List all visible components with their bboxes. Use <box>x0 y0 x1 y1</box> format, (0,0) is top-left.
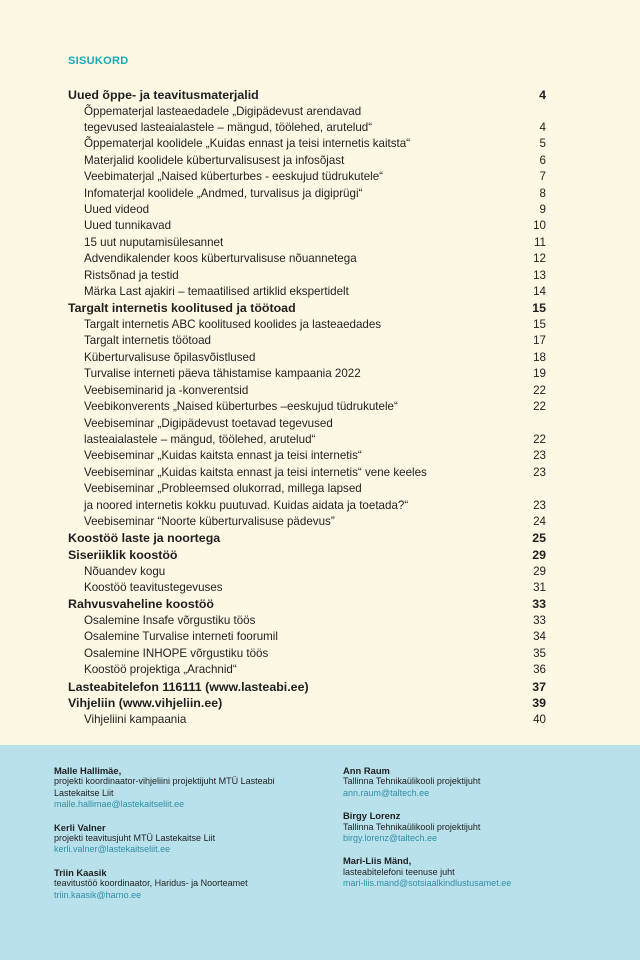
toc-entry-title: Veebiseminarid ja -konverentsid <box>84 383 249 397</box>
toc-entry-title: Lasteabitelefon 116111 (www.lasteabi.ee) <box>68 679 309 694</box>
contact-card <box>54 822 314 856</box>
contact-name: Triin Kaasik <box>54 866 107 878</box>
toc-page-number: 19 <box>533 367 546 381</box>
contact-email[interactable]: kerli.valner@lastekaitseliit.ee <box>54 844 171 855</box>
toc-page-number: 6 <box>539 153 546 167</box>
contact-name: Mari-Liis Mänd, <box>343 855 412 867</box>
toc-page-number: 4 <box>539 121 546 134</box>
toc-entry[interactable] <box>68 104 546 120</box>
toc-page-number: 37 <box>532 679 546 694</box>
toc-page-number: 29 <box>532 547 546 562</box>
toc-entry-title: Infomaterjal koolidele „Andmed, turvalisus ja digiprügi“ <box>84 186 363 200</box>
toc-page-number: 36 <box>533 663 546 677</box>
contact-name: Birgy Lorenz <box>343 810 401 822</box>
contact-email[interactable]: malle.hallimae@lastekaitseliit.ee <box>54 799 185 810</box>
contact-role: teavitustöö koordinaator, Haridus- ja Noorteamet <box>54 878 248 889</box>
contact-role: projekti teavitusjuht MTÜ Lastekaitse Liit <box>54 833 216 844</box>
toc-entry-title: Veebiseminar „Probleemsed olukorrad, millega lapsed <box>84 482 362 496</box>
toc-entry[interactable] <box>68 251 546 267</box>
toc-entry[interactable] <box>68 481 546 497</box>
toc-page-number: 40 <box>533 712 546 726</box>
contact-email[interactable]: mari-liis.mand@sotsiaalkindlustusamet.ee <box>343 878 512 889</box>
toc-entry-title: tegevused lasteaialastele – mängud, töölehed, arutelud“ <box>84 121 373 134</box>
toc-entry-title: Rahvusvaheline koostöö <box>68 597 214 612</box>
toc-page-number: 22 <box>533 432 546 446</box>
toc-entry-title: Osalemine Turvalise interneti foorumil <box>84 630 278 644</box>
toc-entry-title: Advendikalender koos küberturvalisuse nõuannetega <box>84 252 357 266</box>
toc-entry-title: Targalt internetis ABC koolitused koolides ja lasteaedades <box>84 318 382 332</box>
toc-page-number: 7 <box>539 170 546 184</box>
toc-entry-title: Veebimaterjal „Naised küberturbes - eeskujud tüdrukutele“ <box>84 170 384 184</box>
toc-entry[interactable] <box>68 514 546 530</box>
toc-entry-title: Uued tunnikavad <box>84 219 172 233</box>
toc-page-number: 10 <box>533 219 546 233</box>
toc-section[interactable] <box>68 596 546 613</box>
toc-page-number: 23 <box>533 498 546 512</box>
toc-entry-title: Uued videod <box>84 203 150 217</box>
toc-heading: SISUKORD <box>68 55 129 67</box>
contact-card <box>343 765 603 799</box>
toc-entry-title: Koostöö projektiga „Arachnid“ <box>84 663 237 677</box>
toc-page-number: 13 <box>533 268 546 282</box>
toc-entry-title: Vihjeliin (www.vihjeliin.ee) <box>68 696 223 711</box>
toc-entry[interactable] <box>68 465 546 481</box>
toc-entry[interactable] <box>68 416 546 432</box>
toc-entry-title: Vihjeliini kampaania <box>84 712 187 726</box>
toc-page-number: 8 <box>539 186 546 200</box>
toc-entry[interactable] <box>68 136 546 152</box>
toc-entry[interactable] <box>68 202 546 218</box>
contact-email[interactable]: ann.raum@taltech.ee <box>343 787 430 798</box>
contact-role: Tallinna Tehnikaülikooli projektijuht <box>343 821 481 832</box>
toc-entry-title: Osalemine Insafe võrgustiku töös <box>84 613 256 627</box>
toc-entry[interactable] <box>68 399 546 415</box>
toc-entry[interactable] <box>68 153 546 169</box>
contact-card <box>54 867 314 901</box>
toc-entry-title: Veebiseminar „Kuidas kaitsta ennast ja teisi internetis“ vene keeles <box>84 465 427 479</box>
toc-entry-title: Nõuandev kogu <box>84 564 166 578</box>
toc-page-number: 24 <box>533 514 546 528</box>
toc-entry[interactable] <box>68 317 546 333</box>
contact-card <box>343 855 603 889</box>
toc-entry[interactable] <box>68 284 546 300</box>
toc-page-number: 17 <box>533 334 546 348</box>
toc-page-number: 11 <box>533 235 546 249</box>
contact-role: lasteabitelefoni teenuse juht <box>343 866 455 877</box>
toc-page-number: 23 <box>533 465 546 479</box>
toc-page-number: 15 <box>532 301 546 316</box>
toc-entry-title: Osalemine INHOPE võrgustiku töös <box>84 646 269 660</box>
toc-entry[interactable] <box>68 629 546 645</box>
toc-entry[interactable] <box>68 432 546 448</box>
toc-page-number: 31 <box>533 580 546 594</box>
toc-section[interactable] <box>68 87 546 104</box>
toc-page-number: 34 <box>533 630 546 644</box>
contact-email[interactable]: triin.kaasik@harno.ee <box>54 889 142 900</box>
toc-entry-title: 15 uut nuputamisülesannet <box>84 235 224 249</box>
toc-entry[interactable] <box>68 498 546 514</box>
toc-entry[interactable] <box>68 366 546 382</box>
toc-entry[interactable] <box>68 120 546 136</box>
toc-entry[interactable] <box>68 580 546 596</box>
toc-page-number: 35 <box>533 646 546 660</box>
toc-section[interactable] <box>68 695 546 712</box>
toc-entry-title: Veebiseminar „Digipädevust toetavad tegevused <box>84 416 333 430</box>
toc-entry[interactable] <box>68 383 546 399</box>
toc-page-number: 12 <box>533 252 546 266</box>
toc-page-number: 4 <box>539 88 546 102</box>
toc-entry-title: Koostöö teavitustegevuses <box>84 580 223 594</box>
toc-entry-title: Veebiseminar “Noorte küberturvalisuse pädevus” <box>84 514 335 528</box>
contact-name: Malle Hallimäe, <box>54 765 122 776</box>
toc-entry-title: Küberturvalisuse õpilasvõistlused <box>84 350 256 364</box>
toc-page-number: 22 <box>533 400 546 414</box>
toc-page-number: 39 <box>532 696 546 711</box>
contact-name: Ann Raum <box>343 765 390 776</box>
contact-role: projekti koordinaator-vihjeliini projektijuht MTÜ Lasteabi Lastekaitse Liit <box>54 776 275 798</box>
toc-section[interactable] <box>68 300 546 317</box>
toc-entry-title: Ristsõnad ja testid <box>84 268 179 282</box>
toc-page-number: 14 <box>533 285 546 299</box>
toc-page-number: 18 <box>533 350 546 364</box>
toc-entry-title: Veebikonverents „Naised küberturbes –eeskujud tüdrukutele“ <box>84 400 398 414</box>
table-of-contents <box>68 87 546 728</box>
toc-entry-title: Targalt internetis koolitused ja töötoad <box>68 301 296 316</box>
toc-entry-title: Targalt internetis töötoad <box>84 334 211 348</box>
contact-card <box>343 810 603 844</box>
contact-email[interactable]: birgy.lorenz@taltech.ee <box>343 833 438 844</box>
toc-entry-title: Materjalid koolidele küberturvalisusest ja infosõjast <box>84 153 345 167</box>
toc-section[interactable] <box>68 679 546 696</box>
toc-entry[interactable] <box>68 169 546 185</box>
toc-entry-title: Turvalise interneti päeva tähistamise kampaania 2022 <box>84 367 361 381</box>
toc-entry[interactable] <box>68 333 546 349</box>
toc-section[interactable] <box>68 547 546 564</box>
toc-entry-title: Uued õppe- ja teavitusmaterjalid <box>68 88 259 102</box>
toc-entry[interactable] <box>68 268 546 284</box>
toc-page-number: 23 <box>533 449 546 463</box>
toc-entry-title: Õppematerjal koolidele „Kuidas ennast ja teisi internetis kaitsta“ <box>84 137 411 151</box>
toc-entry[interactable] <box>68 662 546 678</box>
toc-entry-title: Märka Last ajakiri – temaatilised artiklid ekspertidelt <box>84 285 349 299</box>
toc-entry-title: ja noored internetis kokku puutuvad. Kuidas aidata ja toetada?“ <box>84 498 409 512</box>
toc-page-number: 29 <box>533 564 546 578</box>
toc-entry[interactable] <box>68 218 546 234</box>
toc-entry[interactable] <box>68 564 546 580</box>
toc-entry[interactable] <box>68 448 546 464</box>
toc-entry[interactable] <box>68 235 546 251</box>
toc-entry[interactable] <box>68 350 546 366</box>
toc-entry-title: Õppematerjal lasteaedadele „Digipädevust arendavad <box>84 104 362 118</box>
toc-page-number: 22 <box>533 383 546 397</box>
toc-entry-title: Veebiseminar „Kuidas kaitsta ennast ja teisi internetis“ <box>84 449 362 463</box>
toc-page-number: 33 <box>533 613 546 627</box>
contacts-footer <box>0 745 640 960</box>
toc-section[interactable] <box>68 530 546 547</box>
toc-entry-title: lasteaialastele – mängud, töölehed, arutelud“ <box>84 432 316 446</box>
contact-name: Kerli Valner <box>54 821 106 833</box>
toc-entry-title: Koostöö laste ja noortega <box>68 531 221 546</box>
toc-page-number: 25 <box>532 531 546 546</box>
contact-card <box>54 765 314 811</box>
toc-entry[interactable] <box>68 613 546 629</box>
toc-page-number: 33 <box>532 597 546 612</box>
contact-role: Tallinna Tehnikaülikooli projektijuht <box>343 776 481 787</box>
contacts-left-column <box>54 765 314 912</box>
toc-entry[interactable] <box>68 646 546 662</box>
toc-entry[interactable] <box>68 186 546 202</box>
toc-page-number: 9 <box>539 203 546 217</box>
toc-entry-title: Siseriiklik koostöö <box>68 547 178 562</box>
toc-page-number: 5 <box>539 137 546 151</box>
contacts-right-column <box>343 765 603 901</box>
toc-page-number: 15 <box>533 318 546 332</box>
toc-entry[interactable] <box>68 712 546 728</box>
